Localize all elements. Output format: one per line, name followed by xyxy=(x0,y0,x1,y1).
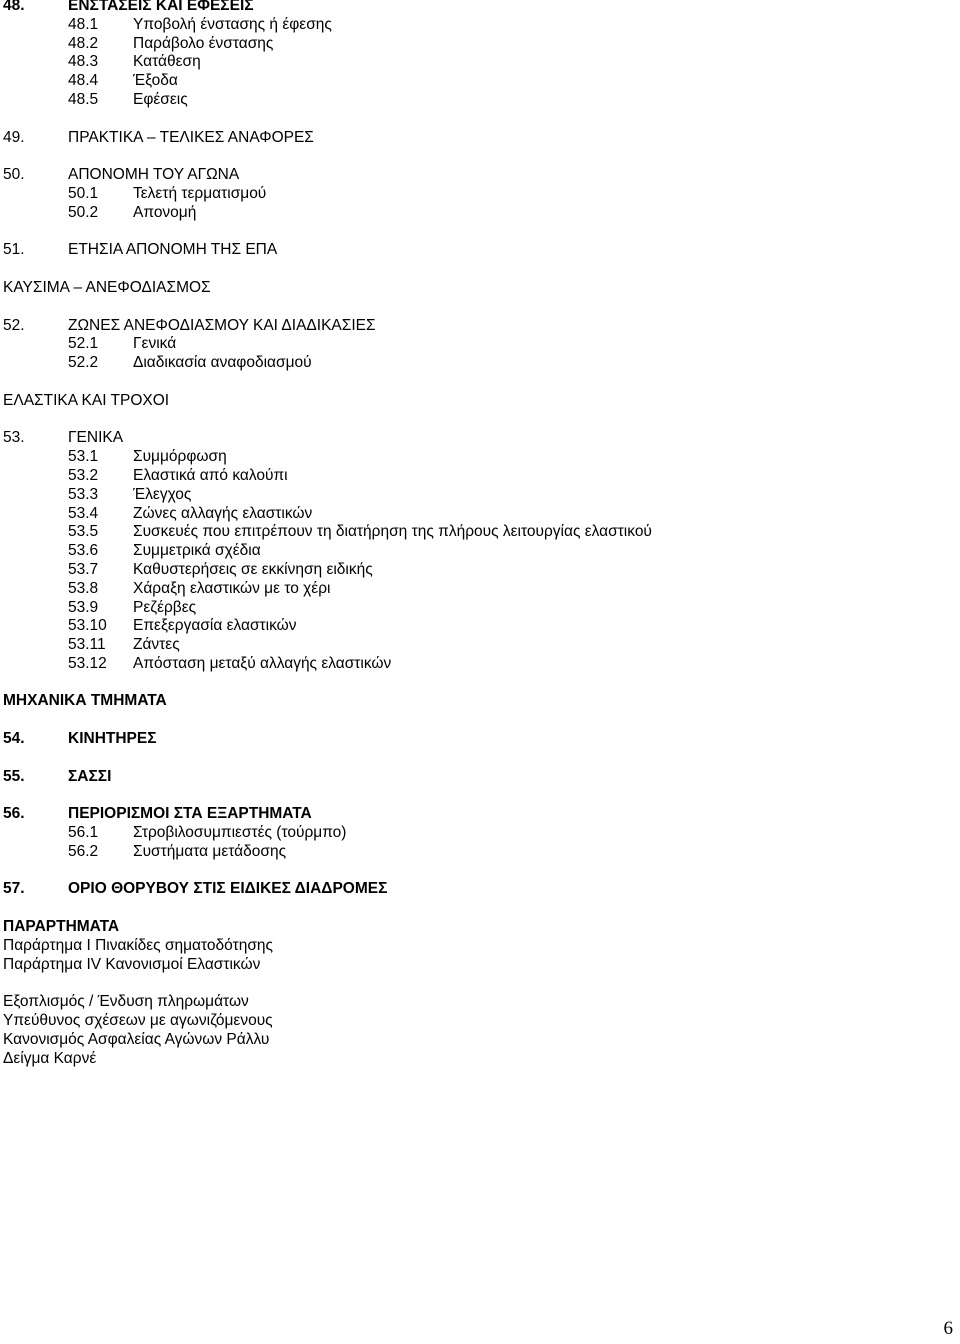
subsection-number: 48.2 xyxy=(68,34,99,52)
subsection-title: Έξοδα xyxy=(133,72,178,90)
subsection-entry xyxy=(3,636,943,655)
section-entry xyxy=(3,429,943,448)
heading-entry xyxy=(3,692,943,711)
spacer xyxy=(3,711,943,730)
subsection-entry xyxy=(3,580,943,599)
heading-entry xyxy=(3,1012,943,1031)
subsection-title: Έλεγχος xyxy=(133,485,192,503)
subsection-number: 53.3 xyxy=(68,485,99,503)
section-number: 53. xyxy=(3,429,25,447)
subsection-title: Κατάθεση xyxy=(133,53,201,71)
subsection-entry xyxy=(3,617,943,636)
subsection-entry xyxy=(3,486,943,505)
section-entry xyxy=(3,317,943,336)
subsection-entry xyxy=(3,448,943,467)
table-of-contents xyxy=(3,0,943,1068)
subsection-title: Στροβιλοσυμπιεστές (τούρμπο) xyxy=(133,824,347,842)
section-entry xyxy=(3,730,943,749)
spacer xyxy=(3,862,943,881)
page-number: 6 xyxy=(943,1318,953,1339)
section-number: 50. xyxy=(3,166,25,184)
subsection-number: 56.2 xyxy=(68,842,99,860)
spacer xyxy=(3,110,943,129)
subsection-title: Απονομή xyxy=(133,203,197,221)
section-title: ΕΤΗΣΙΑ ΑΠΟΝΟΜΗ ΤΗΣ ΕΠΑ xyxy=(68,241,278,259)
section-entry xyxy=(3,0,943,16)
section-number: 57. xyxy=(3,880,25,898)
heading-title: Δείγμα Καρνέ xyxy=(3,1049,97,1067)
subsection-entry xyxy=(3,523,943,542)
subsection-title: Ζώνες αλλαγής ελαστικών xyxy=(133,504,313,522)
spacer xyxy=(3,899,943,918)
spacer xyxy=(3,974,943,993)
subsection-entry xyxy=(3,843,943,862)
subsection-title: Καθυστερήσεις σε εκκίνηση ειδικής xyxy=(133,560,373,578)
subsection-title: Απόσταση μεταξύ αλλαγής ελαστικών xyxy=(133,654,392,672)
section-title: ΕΝΣΤΑΣΕΙΣ ΚΑΙ ΕΦΕΣΕΙΣ xyxy=(68,0,254,14)
section-title: ΠΕΡΙΟΡΙΣΜΟΙ ΣΤΑ ΕΞΑΡΤΗΜΑΤΑ xyxy=(68,805,312,823)
subsection-entry xyxy=(3,16,943,35)
section-entry xyxy=(3,166,943,185)
heading-entry xyxy=(3,279,943,298)
subsection-title: Χάραξη ελαστικών με το χέρι xyxy=(133,579,331,597)
subsection-title: Υποβολή ένστασης ή έφεσης xyxy=(133,15,332,33)
subsection-entry xyxy=(3,53,943,72)
subsection-entry xyxy=(3,824,943,843)
subsection-title: Συμμετρικά σχέδια xyxy=(133,542,261,560)
spacer xyxy=(3,223,943,242)
heading-title: Εξοπλισμός / Ένδυση πληρωμάτων xyxy=(3,993,249,1011)
heading-title: Παράρτημα IV Κανονισμοί Ελαστικών xyxy=(3,955,261,973)
subsection-entry xyxy=(3,542,943,561)
subsection-number: 50.2 xyxy=(68,203,99,221)
subsection-number: 53.11 xyxy=(68,636,106,654)
subsection-entry xyxy=(3,35,943,54)
section-title: ΓΕΝΙΚΑ xyxy=(68,429,124,447)
subsection-number: 50.1 xyxy=(68,184,99,202)
subsection-title: Διαδικασία αναφοδιασμού xyxy=(133,354,312,372)
heading-title: ΜΗΧΑΝΙΚΑ ΤΜΗΜΑΤΑ xyxy=(3,692,167,710)
subsection-number: 53.8 xyxy=(68,579,99,597)
section-entry xyxy=(3,129,943,148)
subsection-number: 56.1 xyxy=(68,824,99,842)
spacer xyxy=(3,674,943,693)
section-entry xyxy=(3,880,943,899)
subsection-number: 53.7 xyxy=(68,560,99,578)
section-title: ΣΑΣΣΙ xyxy=(68,767,112,785)
section-number: 49. xyxy=(3,128,25,146)
section-number: 55. xyxy=(3,767,25,785)
section-title: ΚΙΝΗΤΗΡΕΣ xyxy=(68,730,157,748)
subsection-number: 53.6 xyxy=(68,542,99,560)
subsection-entry xyxy=(3,655,943,674)
subsection-entry xyxy=(3,72,943,91)
subsection-entry xyxy=(3,204,943,223)
heading-entry xyxy=(3,918,943,937)
subsection-number: 53.12 xyxy=(68,654,107,672)
subsection-title: Συσκευές που επιτρέπουν τη διατήρηση της πλήρους λειτουργίας ελαστικού xyxy=(133,523,652,541)
spacer xyxy=(3,298,943,317)
subsection-number: 53.4 xyxy=(68,504,99,522)
subsection-entry xyxy=(3,91,943,110)
heading-entry xyxy=(3,392,943,411)
subsection-title: Τελετή τερματισμού xyxy=(133,184,267,202)
spacer xyxy=(3,749,943,768)
subsection-number: 52.2 xyxy=(68,354,99,372)
heading-entry xyxy=(3,956,943,975)
subsection-title: Συστήματα μετάδοσης xyxy=(133,842,287,860)
subsection-number: 52.1 xyxy=(68,335,99,353)
heading-title: ΚΑΥΣΙΜΑ – ΑΝΕΦΟΔΙΑΣΜΟΣ xyxy=(3,278,211,296)
spacer xyxy=(3,411,943,430)
section-number: 51. xyxy=(3,241,25,259)
subsection-number: 53.2 xyxy=(68,466,99,484)
section-title: ΠΡΑΚΤΙΚΑ – ΤΕΛΙΚΕΣ ΑΝΑΦΟΡΕΣ xyxy=(68,128,314,146)
section-entry xyxy=(3,768,943,787)
subsection-entry xyxy=(3,599,943,618)
section-number: 54. xyxy=(3,730,25,748)
heading-entry xyxy=(3,993,943,1012)
heading-title: Παράρτημα Ι Πινακίδες σηματοδότησης xyxy=(3,936,273,954)
subsection-number: 53.10 xyxy=(68,617,107,635)
heading-entry xyxy=(3,1050,943,1069)
section-number: 56. xyxy=(3,805,25,823)
heading-title: Υπεύθυνος σχέσεων με αγωνιζόμενους xyxy=(3,1012,273,1030)
subsection-number: 53.9 xyxy=(68,598,99,616)
subsection-title: Ζάντες xyxy=(133,636,180,654)
section-number: 52. xyxy=(3,316,25,334)
subsection-number: 53.1 xyxy=(68,448,99,466)
subsection-entry xyxy=(3,354,943,373)
subsection-title: Συμμόρφωση xyxy=(133,448,227,466)
subsection-number: 53.5 xyxy=(68,523,99,541)
subsection-number: 48.3 xyxy=(68,53,99,71)
subsection-entry xyxy=(3,561,943,580)
spacer xyxy=(3,786,943,805)
section-entry xyxy=(3,805,943,824)
heading-title: Κανονισμός Ασφαλείας Αγώνων Ράλλυ xyxy=(3,1030,270,1048)
subsection-title: Εφέσεις xyxy=(133,90,188,108)
section-number: 48. xyxy=(3,0,25,14)
subsection-title: Γενικά xyxy=(133,335,177,353)
heading-title: ΕΛΑΣΤΙΚΑ ΚΑΙ ΤΡΟΧΟΙ xyxy=(3,391,170,409)
subsection-number: 48.1 xyxy=(68,15,99,33)
spacer xyxy=(3,260,943,279)
subsection-entry xyxy=(3,185,943,204)
subsection-number: 48.5 xyxy=(68,90,99,108)
subsection-title: Ελαστικά από καλούπι xyxy=(133,466,288,484)
subsection-title: Παράβολο ένστασης xyxy=(133,34,274,52)
section-title: ΑΠΟΝΟΜΗ ΤΟΥ ΑΓΩΝΑ xyxy=(68,166,240,184)
subsection-entry xyxy=(3,505,943,524)
heading-title: ΠΑΡΑΡΤΗΜΑΤΑ xyxy=(3,918,120,936)
subsection-entry xyxy=(3,335,943,354)
section-title: ΟΡΙΟ ΘΟΡΥΒΟΥ ΣΤΙΣ ΕΙΔΙΚΕΣ ΔΙΑΔΡΟΜΕΣ xyxy=(68,880,388,898)
heading-entry xyxy=(3,1031,943,1050)
section-title: ΖΩΝΕΣ ΑΝΕΦΟΔΙΑΣΜΟΥ ΚΑΙ ΔΙΑΔΙΚΑΣΙΕΣ xyxy=(68,316,376,334)
heading-entry xyxy=(3,937,943,956)
subsection-title: Ρεζέρβες xyxy=(133,598,197,616)
spacer xyxy=(3,147,943,166)
subsection-entry xyxy=(3,467,943,486)
subsection-title: Επεξεργασία ελαστικών xyxy=(133,617,297,635)
spacer xyxy=(3,373,943,392)
subsection-number: 48.4 xyxy=(68,72,99,90)
section-entry xyxy=(3,241,943,260)
